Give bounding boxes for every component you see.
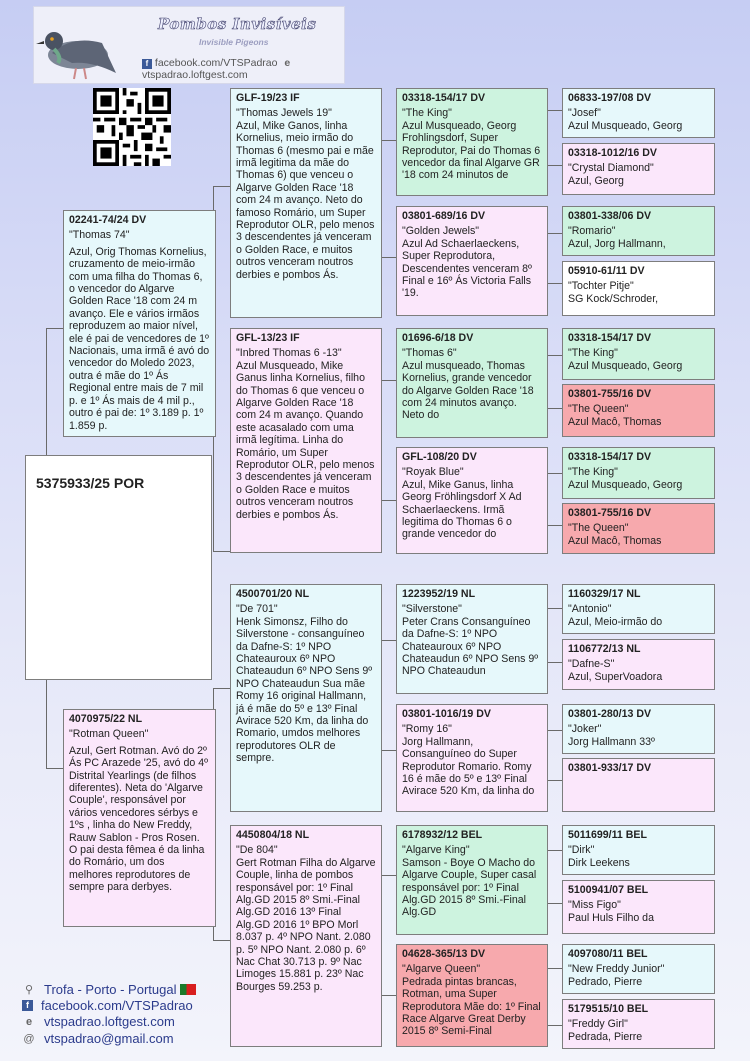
- header-links: [142, 57, 344, 81]
- ring-number: 5011699/11 BEL: [568, 829, 647, 841]
- pigeon-description: Azul Musqueado, Georg: [568, 478, 683, 491]
- subject-ring: 5375933/25 POR: [36, 475, 145, 491]
- subject-card[interactable]: [25, 455, 212, 680]
- pigeon-name: "Rotman Queen": [69, 728, 149, 741]
- pigeon-description: Azul Musqueado, Georg: [568, 359, 683, 372]
- ring-number: 03318-1012/16 DV: [568, 147, 657, 159]
- pigeon-description: Gert Rotman Filha do Algarve Couple, linha de pombos responsável por: 1º Final Alg.GD 2015 8º Smi.-Final Alg.GD 2016 13º Final Alg.GD 2016 1º BPO Morl 8.037 p. 4º NPO Nant. 2.080 p. 5º NPO Nant. 2.080 p. 6º Nac Chat 30.713 p. 9º Nac Limoges 15.881 p. 23º Nac Bourges 59.253 p.: [236, 856, 376, 993]
- brand-logo: [33, 6, 345, 84]
- pigeon-description: Jorg Hallmann, Consanguíneo do Super Reprodutor Romario. Romy 16 é mãe do 5º e 13º Final Avirace 520 Km, da linha do: [402, 735, 535, 798]
- pigeon-description: Jorg Hallmann 33º: [568, 735, 655, 748]
- dam-dam-card[interactable]: [230, 825, 382, 1047]
- facebook-icon: f: [22, 1000, 33, 1011]
- pigeon-name: "Crystal Diamond": [568, 162, 654, 175]
- facebook-text[interactable]: facebook.com/VTSPadrao: [41, 998, 193, 1013]
- pigeon-description: Azul, Georg: [568, 174, 624, 187]
- pigeon-name: "Miss Figo": [568, 899, 621, 912]
- g4-card[interactable]: [562, 261, 715, 316]
- ring-number: 03318-154/17 DV: [568, 451, 652, 463]
- dds-card[interactable]: [396, 825, 548, 935]
- g4-card[interactable]: [562, 88, 715, 138]
- pigeon-name: "The King": [568, 347, 618, 360]
- pigeon-name: "Freddy Girl": [568, 1018, 628, 1031]
- pigeon-icon: [32, 13, 122, 83]
- ring-number: 5100941/07 BEL: [568, 884, 649, 896]
- ring-number: 03801-689/16 DV: [402, 210, 486, 222]
- ring-number: GFL-13/23 IF: [236, 332, 300, 344]
- pigeon-name: "De 701": [236, 603, 278, 616]
- pigeon-description: Peter Crans Consanguíneo da Dafne-S: 1º NPO Chateauroux 6º NPO Chateaudun 6º NPO Sens 9º NPO Chateaudun: [402, 615, 539, 678]
- g4-card[interactable]: [562, 758, 715, 812]
- g4-card[interactable]: [562, 704, 715, 754]
- g4-card[interactable]: [562, 639, 715, 690]
- g4-card[interactable]: [562, 880, 715, 934]
- ring-number: 02241-74/24 DV: [69, 214, 147, 226]
- pigeon-name: "Joker": [568, 723, 602, 736]
- ring-number: 1223952/19 NL: [402, 588, 476, 600]
- pigeon-description: Azul, Gert Rotman. Avó do 2º Ás PC Arazede '25, avó do 4º Distrital Yearlings (de filhos diferentes). Neta do 'Algarve Couple', responsável por vários vencedores sérbys e 1ºs , linha do New Freddy, Rauw Sablon - Pros Rosen. O pai desta fêmea é da linha do Romário, um dos melhores reprodutores de sempre para derbyes.: [69, 744, 208, 894]
- g4-card[interactable]: [562, 206, 715, 256]
- website-text[interactable]: vtspadrao.loftgest.com: [44, 1014, 175, 1029]
- ring-number: 1160329/17 NL: [568, 588, 641, 600]
- pigeon-description: Azul Musqueado, Georg Frohlingsdorf, Super Reprodutor, Pai do Thomas 6 vencedor da final Algarve GR '18 com 24 minutos de: [402, 119, 541, 182]
- ring-number: 03801-755/16 DV: [568, 507, 652, 519]
- pigeon-name: "Algarve Queen": [402, 963, 481, 976]
- ring-number: 1106772/13 NL: [568, 643, 641, 655]
- pigeon-name: "Dafne-S": [568, 658, 615, 671]
- qr-code-icon[interactable]: [92, 88, 172, 166]
- ring-number: 03801-1016/19 DV: [402, 708, 491, 720]
- pigeon-description: Azul, Meio-irmão do: [568, 615, 663, 628]
- pigeon-description: Azul, Jorg Hallmann,: [568, 237, 666, 250]
- pigeon-description: SG Kock/Schroder,: [568, 292, 659, 305]
- pigeon-description: Pedrado, Pierre: [568, 975, 643, 988]
- pigeon-description: Pedrada pintas brancas, Rotman, uma Super Reprodutora Mãe do: 1º Final Race Algarve Great Derby 2015 8º Semi-Final: [402, 975, 541, 1038]
- footer-facebook[interactable]: [22, 998, 193, 1013]
- sss-card[interactable]: [396, 88, 548, 196]
- pigeon-name: "Inbred Thomas 6 -13": [236, 347, 342, 360]
- g4-card[interactable]: [562, 944, 715, 994]
- pigeon-description: Samson - Boye O Macho do Algarve Couple, Super casal responsável por: 1º Final Alg.GD 2015 8º Smi.-Final Alg.GD: [402, 856, 537, 919]
- location-text: Trofa - Porto - Portugal: [44, 982, 177, 997]
- dam-sire-card[interactable]: [230, 584, 382, 812]
- dsd-card[interactable]: [396, 704, 548, 812]
- portugal-flag-icon: [180, 984, 196, 995]
- pigeon-name: "Algarve King": [402, 844, 470, 857]
- pigeon-description: Azul, Orig Thomas Kornelius, cruzamento de meio-irmão com uma filha do Thomas 6, o vencedor do Algarve Golden Race '18 com 24 m avanço. Ele e vários irmãos reproduzem ao maior nível, ele é pai de vencedores de 1º Nacionais, uma irmã é avó do vencedor do Moledo 2023, outra é mãe do 1º Ás Regional entre mais de 7 mil p. e 1º Ás mais de 4 mil p., outro é pai de: 1º 3.189 p. 1º 1.859 p.: [69, 245, 210, 432]
- pigeon-name: "Golden Jewels": [402, 225, 480, 238]
- g4-card[interactable]: [562, 447, 715, 499]
- pigeon-description: Paul Huls Filho da: [568, 911, 654, 924]
- ring-number: 03801-755/16 DV: [568, 388, 652, 400]
- pigeon-name: "Antonio": [568, 603, 612, 616]
- pigeon-name: "Josef": [568, 107, 601, 120]
- pigeon-description: Pedrada, Pierre: [568, 1030, 643, 1043]
- pigeon-description: Azul Musqueado, Mike Ganus linha Kornelius, filho do Thomas 6 que venceu o Algarve Golden Race '18 com 24 m avanço. Quando este acasalado com uma irmã legítima. Linha do Romário, um Super Reprodutor OLR, pelo menos 3 descendentes já venceram o Golden Race e muitos outros venceram noutros derbies e pombos Ás.: [236, 359, 375, 521]
- pigeon-name: "Royak Blue": [402, 466, 464, 479]
- brand-title: Pombos Invisíveis: [158, 15, 317, 33]
- web-icon: e: [25, 1015, 33, 1028]
- pigeon-description: Azul, Mike Ganos, linha Kornelius, meio irmão do Thomas 6 (mesmo pai e mãe irmã legitima da mãe do Thomas 6) que venceu o Algarve Golden Race '18 com 24 m avanço. Neto do famoso Romário, um Super Reprodutor OLR, pelo menos 3 descendentes já venceram o Golden Race, e muitos outros venceram noutros derbies e pombos Ás.: [236, 119, 375, 281]
- dam-card[interactable]: [63, 709, 216, 927]
- pigeon-name: "The Queen": [568, 522, 629, 535]
- g4-card[interactable]: [562, 825, 715, 875]
- pigeon-description: Azul Macô, Thomas: [568, 534, 662, 547]
- g4-card[interactable]: [562, 384, 715, 437]
- ring-number: 5179515/10 BEL: [568, 1003, 649, 1015]
- pigeon-name: "The King": [402, 107, 452, 120]
- ring-number: 01696-6/18 DV: [402, 332, 474, 344]
- email-text[interactable]: vtspadrao@gmail.com: [44, 1031, 174, 1046]
- footer-website[interactable]: [22, 1014, 175, 1029]
- pigeon-name: "Romario": [568, 225, 616, 238]
- pigeon-description: Azul Ad Schaerlaeckens, Super Reprodutora, Descendentes venceram 8º Final e 16º Ás Victoria Falls '19.: [402, 237, 532, 300]
- sdd-card[interactable]: [396, 447, 548, 554]
- pigeon-name: "The Queen": [568, 403, 629, 416]
- sire-sire-card[interactable]: [230, 88, 382, 318]
- ring-number: 05910-61/11 DV: [568, 265, 645, 277]
- email-icon: @: [23, 1032, 35, 1045]
- ring-number: 4500701/20 NL: [236, 588, 310, 600]
- pigeon-name: "Dirk": [568, 844, 595, 857]
- pigeon-name: "Thomas Jewels 19": [236, 107, 332, 120]
- ring-number: 03801-933/17 DV: [568, 762, 652, 774]
- sire-dam-card[interactable]: [230, 328, 382, 553]
- pigeon-name: "New Freddy Junior": [568, 963, 665, 976]
- ring-number: 03318-154/17 DV: [568, 332, 652, 344]
- ring-number: GFL-108/20 DV: [402, 451, 477, 463]
- header-facebook[interactable]: facebook.com/VTSPadrao: [154, 57, 278, 69]
- brand-subtitle: Invisible Pigeons: [199, 37, 269, 47]
- pigeon-name: "Silverstone": [402, 603, 462, 616]
- pigeon-description: Azul, SuperVoadora: [568, 670, 663, 683]
- ring-number: 4097080/11 BEL: [568, 948, 648, 960]
- pigeon-name: "Thomas 74": [69, 229, 130, 242]
- ddd-card[interactable]: [396, 944, 548, 1047]
- footer-email[interactable]: [22, 1031, 174, 1046]
- sire-card[interactable]: [63, 210, 216, 437]
- pigeon-name: "Thomas 6": [402, 347, 457, 360]
- pigeon-description: Dirk Leekens: [568, 856, 630, 869]
- pigeon-name: "Tochter Pitje": [568, 280, 634, 293]
- ring-number: 06833-197/08 DV: [568, 92, 652, 104]
- ring-number: 03318-154/17 DV: [402, 92, 486, 104]
- ring-number: 04628-365/13 DV: [402, 948, 486, 960]
- pigeon-name: "The King": [568, 466, 618, 479]
- ring-number: 4070975/22 NL: [69, 713, 143, 725]
- sds-card[interactable]: [396, 328, 548, 438]
- pigeon-description: Azul Macô, Thomas: [568, 415, 662, 428]
- header-website[interactable]: vtspadrao.loftgest.com: [142, 69, 248, 81]
- ring-number: GLF-19/23 IF: [236, 92, 300, 104]
- ssd-card[interactable]: [396, 206, 548, 316]
- pigeon-name: "Romy 16": [402, 723, 452, 736]
- ring-number: 03801-338/06 DV: [568, 210, 652, 222]
- dss-card[interactable]: [396, 584, 548, 694]
- location-pin-icon: ⚲: [24, 984, 34, 996]
- g4-card[interactable]: [562, 503, 715, 554]
- pigeon-description: Azul, Mike Ganus, linha Georg Fröhlingsdorf X Ad Schaerlaeckens. Irmã legitima do Thomas 6 o grande vencedor do: [402, 478, 522, 541]
- g4-card[interactable]: [562, 328, 715, 380]
- pigeon-description: Azul musqueado, Thomas Kornelius, grande vencedor do Algarve Golden Race '18 com 24 minutos avanço. Neto do: [402, 359, 534, 422]
- g4-card[interactable]: [562, 143, 715, 195]
- g4-card[interactable]: [562, 584, 715, 634]
- pigeon-name: "De 804": [236, 844, 278, 857]
- facebook-icon: f: [142, 59, 152, 69]
- g4-card[interactable]: [562, 999, 715, 1049]
- web-icon: e: [284, 57, 291, 69]
- ring-number: 4450804/18 NL: [236, 829, 310, 841]
- pigeon-description: Henk Simonsz, Filho do Silverstone - consanguíneo da Dafne-S: 1º NPO Chateauroux 6º NPO Chateaudun 6º NPO Sens 9º NPO Chateaudun Sua mãe Romy 16 original Hallmann, já é mãe do 5º e 13º Final Avirace 520 Km, da linha do Romario, umdos melhores reprodutores OLR de sempre.: [236, 615, 373, 765]
- ring-number: 03801-280/13 DV: [568, 708, 652, 720]
- ring-number: 6178932/12 BEL: [402, 829, 483, 841]
- footer-location: [22, 982, 196, 997]
- pigeon-description: Azul Musqueado, Georg: [568, 119, 683, 132]
